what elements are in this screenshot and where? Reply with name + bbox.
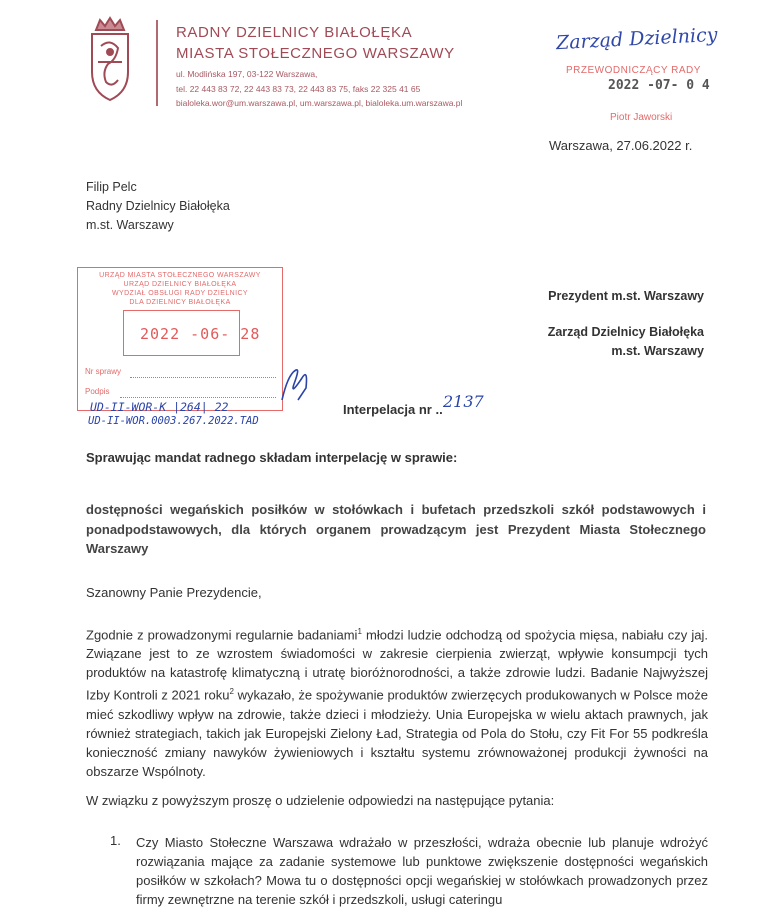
paragraph-text: młodzi ludzie odchodzą od spożycia mięsa, nabiału czy jaj. Związane jest to ze wzrostem świadomości w zakresie cierpienia zwierząt, wpływie konsumpcji tych produktów na katastrofę klimatyczną i utratę bioróżnorodności, a także zdrowie ludzi. Badanie Najwyższej Izby Kontroli z 2021 roku	[86, 627, 708, 703]
stamp-case-number-label: Nr sprawy	[85, 367, 122, 376]
recipient-board: Zarząd Dzielnicy Białołęka	[547, 325, 704, 339]
received-stamp-title: PRZEWODNICZĄCY RADY	[566, 65, 701, 76]
received-stamp-name: Piotr Jaworski	[610, 112, 673, 123]
signature-scribble-icon	[278, 364, 314, 404]
footnote-ref: 2	[229, 687, 234, 697]
stamp-header-line: WYDZIAŁ OBSŁUGI RADY DZIELNICY	[112, 290, 248, 297]
org-name-line2: MIASTA STOŁECZNEGO WARSZAWY	[176, 45, 455, 62]
paragraph-text: Zgodnie z prowadzonymi regularnie badaniami	[86, 627, 358, 643]
stamp-header-line: DLA DZIELNICY BIAŁOŁĘKA	[129, 299, 231, 306]
warsaw-coat-of-arms-icon	[86, 16, 134, 102]
greeting: Szanowny Panie Prezydencie,	[86, 585, 262, 600]
paragraph-text: wykazało, że spożywanie produktów zwierzęcych produkowanych w Polsce może mieć szkodliwy wpływ na zdrowie, także dzieci i młodzieży. Unia Europejska w wielu aktach prawnych, jak również strategiach, takich jak Europejski Zielony Ład, Strategia od Pola do Stołu, czy Fit For 55 podkreśla konieczność zmiany nawyków żywieniowych i kształtu systemu zrównoważonej produkcji żywności na obszarze Wspólnoty.	[86, 687, 708, 779]
sender-city: m.st. Warszawy	[86, 218, 174, 232]
questions-intro: W związku z powyższym proszę o udzielenie odpowiedzi na następujące pytania:	[86, 793, 555, 808]
stamp-header-line: URZĄD MIASTA STOŁECZNEGO WARSZAWY	[99, 272, 261, 279]
question-text: Czy Miasto Stołeczne Warszawa wdrażało w przeszłości, wdraża obecnie lub planuje wdrożyć rozwiązania mające za zadanie systemowe lub punktowe zwiększenie dostępności wegańskich posiłków w szkołach? Mowa tu o dostępności opcji wegańskiej w stołówkach prowadzonych przez firmy zewnętrzne na terenie szkół i przedszkoli, usługi cateringu	[136, 835, 708, 907]
stamp-dotted-line	[130, 377, 276, 378]
stamp-dotted-line	[120, 397, 276, 398]
letterhead-divider	[156, 20, 158, 106]
sender-role: Radny Dzielnicy Białołęka	[86, 199, 230, 213]
org-name-line1: RADNY DZIELNICY BIAŁOŁĘKA	[176, 24, 413, 41]
handwritten-zarzad-note: Zarząd Dzielnicy	[555, 23, 718, 55]
recipient-city: m.st. Warszawy	[611, 344, 704, 358]
stamp-date: 2022 -06- 28	[140, 325, 261, 343]
footnote-ref: 1	[357, 627, 362, 636]
handwritten-case-code: UD-II-WOR-K |264| 22	[90, 400, 229, 414]
email-line: bialoleka.wor@um.warszawa.pl, um.warszawa.pl, bialoleka.um.warszawa.pl	[176, 98, 463, 108]
stamp-signature-label: Podpis	[85, 387, 110, 396]
place-date: Warszawa, 27.06.2022 r.	[549, 138, 693, 153]
contact-line: tel. 22 443 83 72, 22 443 83 73, 22 443 83 75, faks 22 325 41 65	[176, 84, 421, 94]
question-number: 1.	[110, 833, 121, 848]
received-stamp-date: 2022 -07- 0 4	[608, 78, 710, 93]
stamp-header-line: URZĄD DZIELNICY BIAŁOŁĘKA	[123, 281, 237, 288]
body-paragraph	[86, 622, 708, 781]
handwritten-case-reference: UD-II-WOR.0003.267.2022.TAD	[88, 415, 259, 427]
interpellation-topic: dostępności wegańskich posiłków w stołówkach i bufetach przedszkoli szkół podstawowych i ponadpodstawowych, dla których organem prowadzącym jest Prezydent Miasta Stołecznego Warszawy	[86, 502, 706, 556]
recipient-president: Prezydent m.st. Warszawy	[548, 289, 704, 303]
address-line: ul. Modlińska 197, 03-122 Warszawa,	[176, 69, 318, 79]
sender-name: Filip Pelc	[86, 180, 137, 194]
interpellation-label: Interpelacja nr ..	[343, 402, 443, 417]
interpellation-number: 2137	[443, 392, 484, 411]
mandate-statement: Sprawując mandat radnego składam interpelację w sprawie:	[86, 450, 458, 465]
